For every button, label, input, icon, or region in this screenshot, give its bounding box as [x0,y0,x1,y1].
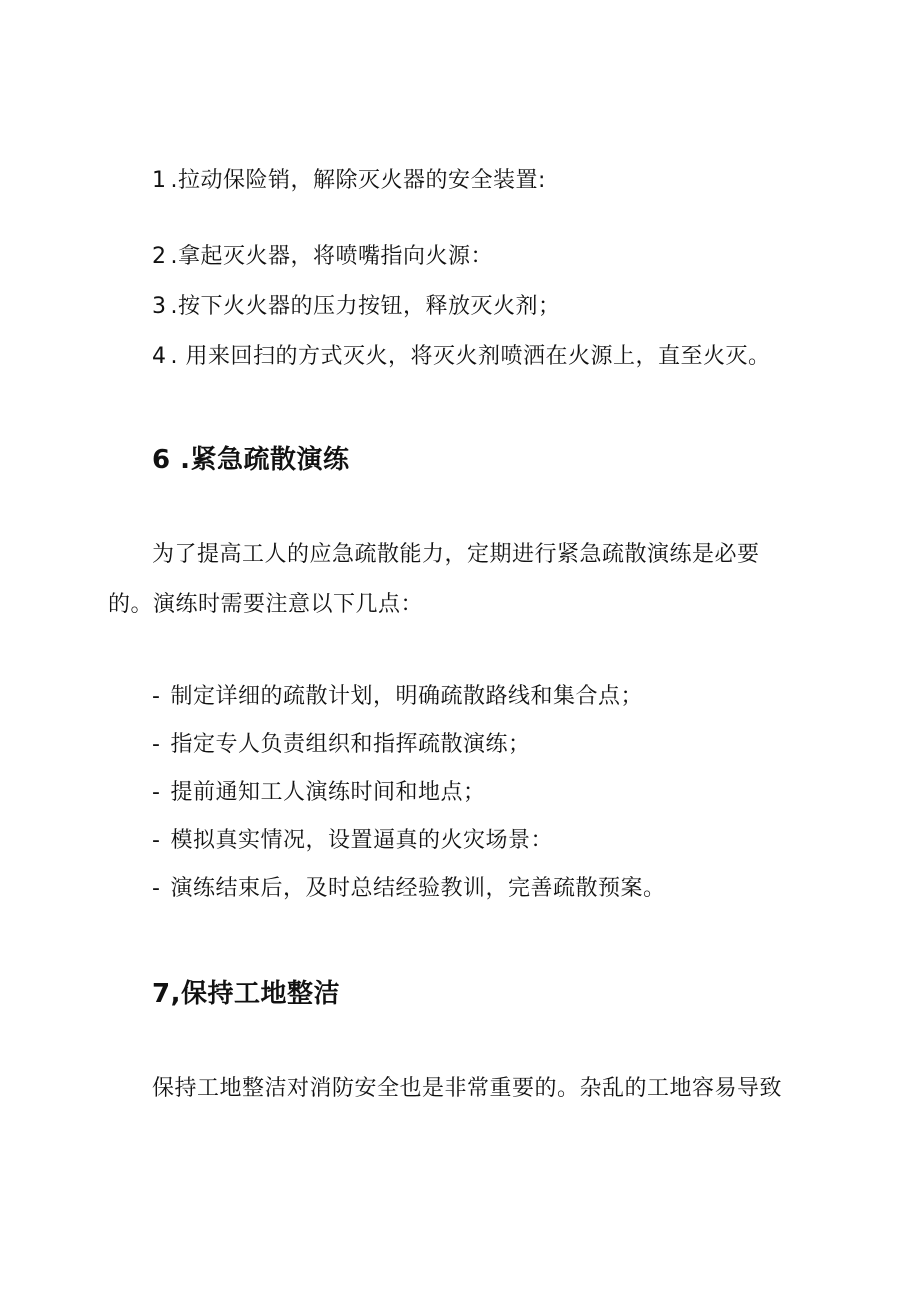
bullet-text: 制定详细的疏散计划，明确疏散路线和集合点； [170,684,643,709]
step-number: 1 [152,168,167,193]
bullet-dash: - [152,876,161,901]
step-text: .拉动保险销，解除灭火器的安全装置: [170,168,546,193]
section-6-paragraph-line: 为了提高工人的应急疏散能力，定期进行紧急疏散演练是必要 [152,542,760,567]
bullet-item [152,874,665,904]
section-6-heading: 6 .紧急疏散演练 [152,445,350,475]
step-number: 2 [152,244,167,269]
step-item [152,342,771,372]
bullet-text: 提前通知工人演练时间和地点； [170,780,486,805]
bullet-dash: - [152,732,161,757]
bullet-text: 演练结束后，及时总结经验教训，完善疏散预案。 [170,876,666,901]
step-text: .拿起灭火器，将喷嘴指向火源： [170,244,493,269]
step-item [152,242,493,272]
step-text: . 用来回扫的方式灭火，将灭火剂喷洒在火源上，直至火灭。 [170,344,771,369]
step-item [152,292,561,322]
bullet-dash: - [152,828,161,853]
section-6-paragraph-line: 的。演练时需要注意以下几点： [108,592,424,617]
step-text: .按下火火器的压力按钮，释放灭火剂； [170,294,561,319]
bullet-item [152,730,530,760]
bullet-item [152,778,485,808]
section-7-paragraph-line: 保持工地整洁对消防安全也是非常重要的。杂乱的工地容易导致 [152,1076,783,1101]
section-7-heading: 7,保持工地整洁 [152,979,340,1009]
bullet-dash: - [152,780,161,805]
bullet-text: 指定专人负责组织和指挥疏散演练； [170,732,531,757]
step-item [152,166,546,196]
bullet-text: 模拟真实情况，设置逼真的火灾场景： [170,828,553,853]
step-number: 3 [152,294,167,319]
bullet-item [152,682,643,712]
bullet-dash: - [152,684,161,709]
step-number: 4 [152,344,167,369]
bullet-item [152,826,553,856]
